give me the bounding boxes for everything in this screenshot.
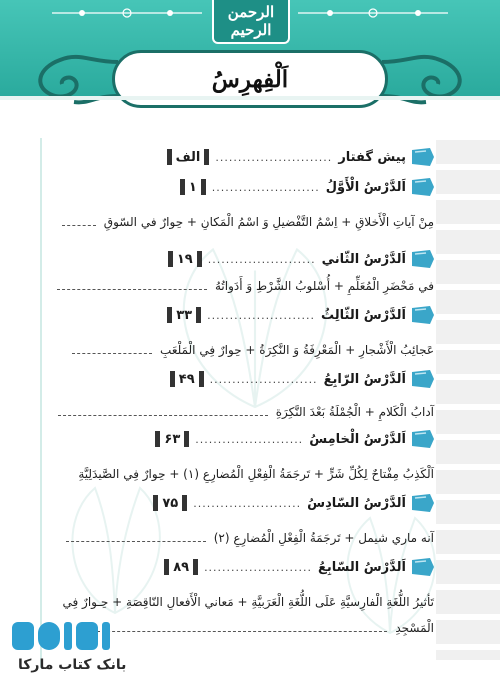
toc-entry-lesson-6[interactable] [153, 490, 434, 516]
lesson-label: اَلدَّرْسُ الثّاني [321, 251, 406, 267]
lesson-label: پيش گفتار [338, 149, 406, 165]
page-header [0, 0, 500, 118]
dashed-rule [97, 631, 387, 632]
leader-dots: ........................ [211, 180, 320, 194]
topic-text: آدابُ الْكَلامِ + الْجُمْلَةُ بَعْدَ النَّكِرَةِ [275, 405, 434, 419]
lesson-label: اَلدَّرْسُ السّادِسُ [307, 495, 406, 511]
leader-dots: ........................ [209, 372, 318, 386]
header-divider [0, 96, 500, 100]
lesson-label: اَلدَّرْسُ الرّابِعُ [323, 371, 406, 387]
dashed-rule [66, 541, 206, 542]
bookmark-tag-icon [412, 250, 434, 268]
bookmark-tag-icon [412, 370, 434, 388]
right-flourish-ornament [298, 6, 448, 20]
toc-entry-lesson-5[interactable] [155, 426, 434, 452]
topic-text: الْمَسْجِدِ [395, 621, 434, 635]
leader-dots: .......................... [215, 150, 333, 164]
topic-text: اَلْكَذِبُ مِفْتاحٌ لِكُلِّ شَرٍّ + تَرجَمَةُ الْفِعْلِ الْمُضارِعِ (۱) + حِوارٌ فِي الصَّيدَلِيَّةِ [78, 467, 434, 481]
brand-caption: بانک کتاب مارکا [18, 657, 127, 673]
toc-topic-lesson-7-continued [97, 616, 434, 640]
toc-topic-lesson-4 [58, 400, 434, 424]
topic-text: عَجائِبُ الْأَشْجارِ + الْمَعْرِفَةُ وَ النَّكِرَةُ + حِوارٌ فِي الْمَلْعَبِ [160, 343, 434, 357]
leader-dots: ........................ [204, 560, 312, 574]
left-flourish-ornament [52, 6, 202, 20]
dashed-rule [57, 289, 207, 290]
toc-entry-lesson-2[interactable] [168, 246, 434, 272]
topic-text: مِنْ آياتِ الْأَخلاقِ + اِسْمُ التَّفْضيلِ وَ اسْمُ الْمَكانِ + حِوارٌ في السّوقِ [103, 215, 434, 229]
toc-topic-lesson-7 [62, 590, 434, 614]
leader-dots: ........................ [195, 432, 304, 446]
page-number: ۳۳ [167, 307, 201, 323]
dashed-rule [58, 415, 268, 416]
lesson-label: اَلدَّرْسُ الْخامِسُ [309, 431, 406, 447]
toc-entry-lesson-7[interactable] [164, 554, 434, 580]
toc-topic-lesson-6 [66, 526, 434, 550]
toc-entry-preface[interactable] [167, 144, 434, 170]
page-number: ۶۳ [155, 431, 189, 447]
page-number: الف [167, 149, 210, 165]
basmala-line-2: الرحیم [230, 21, 272, 39]
bookmark-tag-icon [412, 558, 434, 576]
topic-text: آنه ماري شيمل + تَرجَمَةُ الْفِعْلِ الْمُضارِعِ (۲) [213, 531, 434, 545]
toc-entry-lesson-1[interactable] [180, 174, 434, 200]
bookmark-tag-icon [412, 178, 434, 196]
basmala-plate [212, 0, 290, 44]
leader-dots: ........................ [207, 308, 316, 322]
bookmark-tag-icon [412, 494, 434, 512]
bookmark-tag-icon [412, 148, 434, 166]
table-of-contents [0, 118, 500, 684]
toc-topic-lesson-1 [62, 210, 434, 234]
bookmark-tag-icon [412, 306, 434, 324]
lesson-label: اَلدَّرْسُ السّابِعُ [317, 559, 406, 575]
page-number: ۴۹ [170, 371, 204, 387]
page-number: ۷۵ [153, 495, 187, 511]
toc-topic-lesson-5 [78, 462, 434, 486]
toc-entry-lesson-3[interactable] [167, 302, 434, 328]
topic-text: تَأثيرُ اللُّغَةِ الْفارِسيَّةِ عَلَى اللُّغَةِ الْعَرَبيَّةِ + مَعاني الْأَفعالِ النّاقِصَةِ + حِـوارٌ فِي [62, 595, 434, 609]
leader-dots: ........................ [193, 496, 302, 510]
bookmark-tag-icon [412, 430, 434, 448]
dashed-rule [62, 225, 96, 226]
toc-topic-lesson-3 [72, 338, 434, 362]
page-number: ۱ [180, 179, 206, 195]
leader-dots: ........................ [207, 252, 316, 266]
dashed-rule [72, 353, 152, 354]
page-number: ۱۹ [168, 251, 202, 267]
topic-text: في مَحْضَرِ الْمُعَلِّمِ + أُسْلوبُ الشَّرْطِ وَ أَدَواتُهُ [214, 279, 434, 293]
left-frame-line [40, 138, 42, 668]
toc-topic-lesson-2 [57, 274, 434, 298]
basmala-line-1: الرحمن [227, 3, 275, 21]
toc-entry-lesson-4[interactable] [170, 366, 434, 392]
lesson-label: اَلدَّرْسُ الْأَوَّلُ [325, 179, 406, 195]
lesson-label: اَلدَّرْسُ الثّالِثُ [321, 307, 406, 323]
page-title: اَلْفِهرِسُ [211, 65, 289, 93]
page-number: ۸۹ [164, 559, 198, 575]
